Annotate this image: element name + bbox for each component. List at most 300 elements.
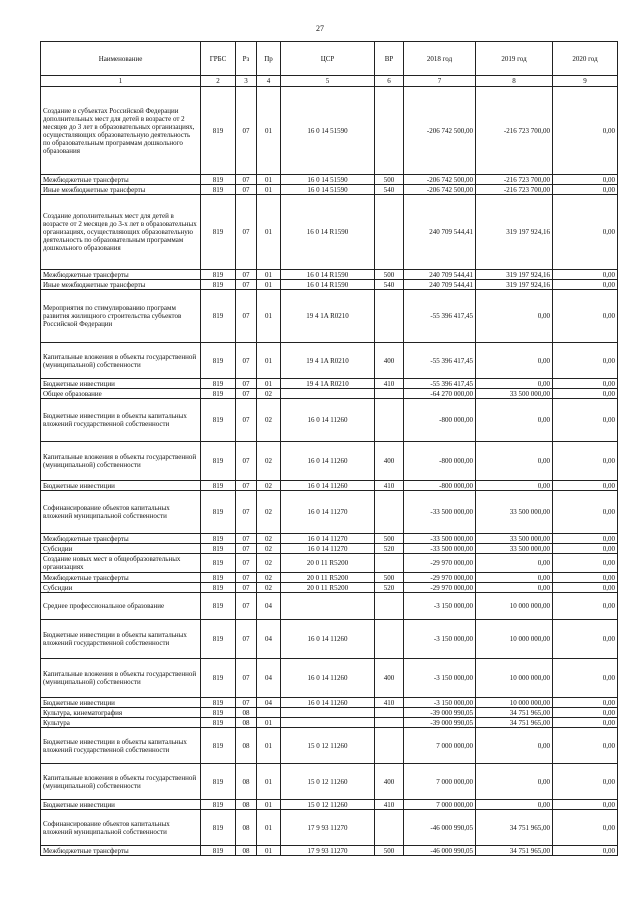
rz-cell: 08 [236, 718, 257, 728]
pr-cell: 01 [257, 195, 281, 270]
csr-cell: 16 0 14 51590 [281, 175, 375, 185]
grbs-cell: 819 [201, 195, 236, 270]
pr-cell: 02 [257, 544, 281, 554]
table-row [41, 195, 618, 270]
col-index-cell: 5 [281, 76, 375, 87]
amount-2018-cell: -3 150 000,00 [404, 620, 476, 659]
vr-cell: 540 [375, 280, 404, 290]
rz-cell: 07 [236, 280, 257, 290]
table-row [41, 389, 618, 399]
table-row [41, 810, 618, 846]
row-name-cell: Субсидии [41, 583, 201, 593]
amount-2020-cell: 0,00 [553, 800, 618, 810]
row-name-cell: Софинансирование объектов капитальных вложений муниципальной собственности [41, 491, 201, 534]
amount-2018-cell: 240 709 544,41 [404, 280, 476, 290]
rz-cell: 07 [236, 593, 257, 620]
row-name-cell: Межбюджетные трансферты [41, 270, 201, 280]
pr-cell: 02 [257, 583, 281, 593]
row-name-cell: Бюджетные инвестиции [41, 698, 201, 708]
page-number: 27 [316, 24, 324, 33]
vr-cell: 400 [375, 659, 404, 698]
pr-cell: 02 [257, 554, 281, 573]
vr-cell: 500 [375, 534, 404, 544]
table-row [41, 659, 618, 698]
rz-cell: 07 [236, 87, 257, 175]
csr-cell: 20 0 11 R5200 [281, 583, 375, 593]
row-name-cell: Бюджетные инвестиции [41, 800, 201, 810]
row-name-cell: Создание в субъектах Российской Федерации дополнительных мест для детей в возрасте от 2 месяцев до 3 лет в образовательных организациях, осуществляющих образовательную деятельность по образовательным программам дошкольного образования [41, 87, 201, 175]
amount-2018-cell: -55 396 417,45 [404, 379, 476, 389]
rz-cell: 07 [236, 399, 257, 442]
pr-cell: 01 [257, 718, 281, 728]
vr-cell: 410 [375, 379, 404, 389]
csr-cell: 17 9 93 11270 [281, 810, 375, 846]
pr-cell: 02 [257, 491, 281, 534]
amount-2020-cell: 0,00 [553, 491, 618, 534]
amount-2019-cell: 0,00 [476, 399, 553, 442]
pr-cell: 01 [257, 175, 281, 185]
amount-2018-cell: 7 000 000,00 [404, 764, 476, 800]
rz-cell: 08 [236, 764, 257, 800]
rz-cell: 07 [236, 659, 257, 698]
amount-2020-cell: 0,00 [553, 343, 618, 379]
vr-cell [375, 290, 404, 343]
csr-cell [281, 708, 375, 718]
amount-2020-cell: 0,00 [553, 554, 618, 573]
vr-cell: 410 [375, 698, 404, 708]
row-name-cell: Межбюджетные трансферты [41, 846, 201, 856]
pr-cell: 01 [257, 270, 281, 280]
csr-cell: 20 0 11 R5200 [281, 554, 375, 573]
pr-cell: 01 [257, 185, 281, 195]
row-name-cell: Среднее профессиональное образование [41, 593, 201, 620]
amount-2018-cell: -206 742 500,00 [404, 87, 476, 175]
vr-cell: 540 [375, 185, 404, 195]
amount-2020-cell: 0,00 [553, 573, 618, 583]
col-header-2020: 2020 год [553, 42, 618, 76]
row-name-cell: Мероприятия по стимулированию программ развития жилищного строительства субъектов Российской Федерации [41, 290, 201, 343]
amount-2019-cell: 34 751 965,00 [476, 846, 553, 856]
grbs-cell: 819 [201, 290, 236, 343]
amount-2019-cell: 10 000 000,00 [476, 593, 553, 620]
amount-2019-cell: 34 751 965,00 [476, 718, 553, 728]
row-name-cell: Культура, кинематография [41, 708, 201, 718]
amount-2019-cell: 0,00 [476, 554, 553, 573]
amount-2018-cell: 7 000 000,00 [404, 800, 476, 810]
row-name-cell: Иные межбюджетные трансферты [41, 185, 201, 195]
row-name-cell: Бюджетные инвестиции в объекты капитальных вложений государственной собственности [41, 399, 201, 442]
grbs-cell: 819 [201, 544, 236, 554]
amount-2018-cell: -3 150 000,00 [404, 698, 476, 708]
row-name-cell: Общее образование [41, 389, 201, 399]
vr-cell [375, 593, 404, 620]
vr-cell: 400 [375, 764, 404, 800]
amount-2019-cell: 0,00 [476, 573, 553, 583]
grbs-cell: 819 [201, 764, 236, 800]
row-name-cell: Межбюджетные трансферты [41, 573, 201, 583]
amount-2020-cell: 0,00 [553, 846, 618, 856]
amount-2018-cell: -800 000,00 [404, 399, 476, 442]
pr-cell: 01 [257, 764, 281, 800]
amount-2018-cell: -33 500 000,00 [404, 544, 476, 554]
col-header-rz: Рз [236, 42, 257, 76]
grbs-cell: 819 [201, 800, 236, 810]
grbs-cell: 819 [201, 698, 236, 708]
grbs-cell: 819 [201, 280, 236, 290]
row-name-cell: Межбюджетные трансферты [41, 534, 201, 544]
amount-2018-cell: -29 970 000,00 [404, 554, 476, 573]
table-row [41, 175, 618, 185]
rz-cell: 08 [236, 708, 257, 718]
csr-cell: 16 0 14 11270 [281, 534, 375, 544]
rz-cell: 07 [236, 481, 257, 491]
rz-cell: 07 [236, 491, 257, 534]
row-name-cell: Софинансирование объектов капитальных вложений муниципальной собственности [41, 810, 201, 846]
csr-cell: 17 9 93 11270 [281, 846, 375, 856]
amount-2019-cell: 0,00 [476, 583, 553, 593]
amount-2018-cell: -29 970 000,00 [404, 583, 476, 593]
vr-cell: 520 [375, 544, 404, 554]
row-name-cell: Межбюджетные трансферты [41, 175, 201, 185]
amount-2020-cell: 0,00 [553, 442, 618, 481]
amount-2019-cell: 10 000 000,00 [476, 620, 553, 659]
rz-cell: 07 [236, 270, 257, 280]
col-header-grbs: ГРБС [201, 42, 236, 76]
row-name-cell: Капитальные вложения в объекты государственной (муниципальной) собственности [41, 442, 201, 481]
amount-2020-cell: 0,00 [553, 593, 618, 620]
rz-cell: 08 [236, 846, 257, 856]
table-row [41, 534, 618, 544]
amount-2020-cell: 0,00 [553, 764, 618, 800]
vr-cell [375, 728, 404, 764]
amount-2018-cell: -800 000,00 [404, 481, 476, 491]
rz-cell: 07 [236, 544, 257, 554]
csr-cell: 16 0 14 51590 [281, 185, 375, 195]
amount-2019-cell: 33 500 000,00 [476, 389, 553, 399]
amount-2018-cell: 7 000 000,00 [404, 728, 476, 764]
amount-2018-cell: -46 000 990,05 [404, 810, 476, 846]
row-name-cell: Культура [41, 718, 201, 728]
col-header-vr: ВР [375, 42, 404, 76]
csr-cell [281, 389, 375, 399]
grbs-cell: 819 [201, 343, 236, 379]
amount-2018-cell: -206 742 500,00 [404, 175, 476, 185]
table-row [41, 290, 618, 343]
amount-2020-cell: 0,00 [553, 728, 618, 764]
amount-2019-cell: 319 197 924,16 [476, 270, 553, 280]
col-header-2018: 2018 год [404, 42, 476, 76]
col-index-cell: 8 [476, 76, 553, 87]
row-name-cell: Бюджетные инвестиции в объекты капитальных вложений государственной собственности [41, 620, 201, 659]
rz-cell: 07 [236, 175, 257, 185]
amount-2018-cell: 240 709 544,41 [404, 270, 476, 280]
vr-cell [375, 491, 404, 534]
grbs-cell: 819 [201, 399, 236, 442]
amount-2019-cell: 33 500 000,00 [476, 544, 553, 554]
grbs-cell: 819 [201, 534, 236, 544]
csr-cell: 19 4 1A R0210 [281, 379, 375, 389]
amount-2019-cell: 33 500 000,00 [476, 491, 553, 534]
amount-2019-cell: 10 000 000,00 [476, 659, 553, 698]
grbs-cell: 819 [201, 708, 236, 718]
vr-cell: 500 [375, 270, 404, 280]
rz-cell: 07 [236, 554, 257, 573]
vr-cell: 500 [375, 846, 404, 856]
grbs-cell: 819 [201, 620, 236, 659]
amount-2018-cell: -46 000 990,05 [404, 846, 476, 856]
row-name-cell: Бюджетные инвестиции в объекты капитальных вложений государственной собственности [41, 728, 201, 764]
vr-cell: 410 [375, 800, 404, 810]
vr-cell: 520 [375, 583, 404, 593]
table-row [41, 800, 618, 810]
amount-2018-cell: -3 150 000,00 [404, 593, 476, 620]
rz-cell: 07 [236, 698, 257, 708]
amount-2019-cell: -216 723 700,00 [476, 87, 553, 175]
csr-cell: 19 4 1A R0210 [281, 290, 375, 343]
row-name-cell: Капитальные вложения в объекты государственной (муниципальной) собственности [41, 764, 201, 800]
col-index-cell: 3 [236, 76, 257, 87]
rz-cell: 08 [236, 728, 257, 764]
csr-cell: 16 0 14 11260 [281, 698, 375, 708]
pr-cell: 02 [257, 573, 281, 583]
grbs-cell: 819 [201, 593, 236, 620]
csr-cell: 16 0 14 11260 [281, 481, 375, 491]
table-row [41, 846, 618, 856]
amount-2020-cell: 0,00 [553, 290, 618, 343]
csr-cell: 16 0 14 11260 [281, 442, 375, 481]
pr-cell: 04 [257, 659, 281, 698]
amount-2018-cell: -39 000 990,05 [404, 708, 476, 718]
pr-cell: 01 [257, 728, 281, 764]
column-index-row [41, 76, 618, 87]
grbs-cell: 819 [201, 728, 236, 764]
table-row [41, 708, 618, 718]
csr-cell: 16 0 14 R1590 [281, 195, 375, 270]
amount-2018-cell: -55 396 417,45 [404, 343, 476, 379]
table-row [41, 573, 618, 583]
grbs-cell: 819 [201, 659, 236, 698]
row-name-cell: Капитальные вложения в объекты государственной (муниципальной) собственности [41, 659, 201, 698]
grbs-cell: 819 [201, 491, 236, 534]
csr-cell: 16 0 14 51590 [281, 87, 375, 175]
rz-cell: 07 [236, 195, 257, 270]
grbs-cell: 819 [201, 481, 236, 491]
amount-2020-cell: 0,00 [553, 481, 618, 491]
vr-cell [375, 718, 404, 728]
vr-cell: 500 [375, 175, 404, 185]
vr-cell [375, 620, 404, 659]
amount-2019-cell: 0,00 [476, 728, 553, 764]
row-name-cell: Бюджетные инвестиции [41, 481, 201, 491]
csr-cell: 16 0 14 11270 [281, 544, 375, 554]
grbs-cell: 819 [201, 389, 236, 399]
amount-2018-cell: -64 270 000,00 [404, 389, 476, 399]
csr-cell [281, 593, 375, 620]
rz-cell: 07 [236, 442, 257, 481]
vr-cell: 400 [375, 343, 404, 379]
amount-2020-cell: 0,00 [553, 583, 618, 593]
header-row [41, 42, 618, 76]
csr-cell: 16 0 14 11270 [281, 491, 375, 534]
col-header-name: Наименование [41, 42, 201, 76]
grbs-cell: 819 [201, 379, 236, 389]
col-header-2019: 2019 год [476, 42, 553, 76]
amount-2019-cell: 319 197 924,16 [476, 280, 553, 290]
csr-cell: 15 0 12 11260 [281, 728, 375, 764]
amount-2020-cell: 0,00 [553, 534, 618, 544]
table-row [41, 593, 618, 620]
amount-2020-cell: 0,00 [553, 810, 618, 846]
table-body [41, 87, 618, 856]
vr-cell [375, 399, 404, 442]
row-name-cell: Иные межбюджетные трансферты [41, 280, 201, 290]
amount-2020-cell: 0,00 [553, 87, 618, 175]
pr-cell: 01 [257, 800, 281, 810]
amount-2019-cell: 0,00 [476, 764, 553, 800]
amount-2019-cell: 0,00 [476, 343, 553, 379]
table-row [41, 583, 618, 593]
grbs-cell: 819 [201, 87, 236, 175]
table-row [41, 764, 618, 800]
pr-cell: 01 [257, 810, 281, 846]
csr-cell: 16 0 14 11260 [281, 399, 375, 442]
vr-cell: 500 [375, 573, 404, 583]
col-header-csr: ЦСР [281, 42, 375, 76]
pr-cell: 04 [257, 620, 281, 659]
rz-cell: 07 [236, 379, 257, 389]
col-index-cell: 2 [201, 76, 236, 87]
budget-table [40, 41, 618, 856]
rz-cell: 07 [236, 534, 257, 544]
vr-cell: 410 [375, 481, 404, 491]
amount-2019-cell: 0,00 [476, 442, 553, 481]
amount-2019-cell: -216 723 700,00 [476, 185, 553, 195]
table-row [41, 620, 618, 659]
table-row [41, 442, 618, 481]
table-row [41, 491, 618, 534]
csr-cell: 16 0 14 R1590 [281, 270, 375, 280]
csr-cell [281, 718, 375, 728]
amount-2018-cell: -206 742 500,00 [404, 185, 476, 195]
rz-cell: 07 [236, 583, 257, 593]
pr-cell: 02 [257, 442, 281, 481]
table-row [41, 728, 618, 764]
pr-cell: 02 [257, 399, 281, 442]
amount-2019-cell: 34 751 965,00 [476, 810, 553, 846]
amount-2020-cell: 0,00 [553, 379, 618, 389]
amount-2020-cell: 0,00 [553, 620, 618, 659]
pr-cell: 02 [257, 481, 281, 491]
amount-2018-cell: -33 500 000,00 [404, 491, 476, 534]
amount-2018-cell: -39 000 990,05 [404, 718, 476, 728]
amount-2019-cell: 0,00 [476, 379, 553, 389]
amount-2018-cell: -29 970 000,00 [404, 573, 476, 583]
amount-2019-cell: 34 751 965,00 [476, 708, 553, 718]
row-name-cell: Бюджетные инвестиции [41, 379, 201, 389]
csr-cell: 19 4 1A R0210 [281, 343, 375, 379]
grbs-cell: 819 [201, 442, 236, 481]
table-row [41, 185, 618, 195]
pr-cell [257, 708, 281, 718]
grbs-cell: 819 [201, 810, 236, 846]
vr-cell [375, 810, 404, 846]
amount-2019-cell: 0,00 [476, 800, 553, 810]
amount-2020-cell: 0,00 [553, 399, 618, 442]
pr-cell: 01 [257, 379, 281, 389]
pr-cell: 01 [257, 87, 281, 175]
vr-cell [375, 87, 404, 175]
amount-2020-cell: 0,00 [553, 175, 618, 185]
amount-2019-cell: -216 723 700,00 [476, 175, 553, 185]
amount-2020-cell: 0,00 [553, 389, 618, 399]
col-index-cell: 7 [404, 76, 476, 87]
grbs-cell: 819 [201, 175, 236, 185]
amount-2019-cell: 319 197 924,16 [476, 195, 553, 270]
pr-cell: 01 [257, 280, 281, 290]
table-row [41, 280, 618, 290]
table-row [41, 544, 618, 554]
col-index-cell: 4 [257, 76, 281, 87]
rz-cell: 07 [236, 620, 257, 659]
row-name-cell: Создание новых мест в общеобразовательных организациях [41, 554, 201, 573]
rz-cell: 07 [236, 343, 257, 379]
amount-2020-cell: 0,00 [553, 195, 618, 270]
amount-2019-cell: 33 500 000,00 [476, 534, 553, 544]
vr-cell [375, 708, 404, 718]
amount-2020-cell: 0,00 [553, 270, 618, 280]
table-row [41, 343, 618, 379]
table-row [41, 399, 618, 442]
amount-2018-cell: -33 500 000,00 [404, 534, 476, 544]
pr-cell: 04 [257, 698, 281, 708]
rz-cell: 08 [236, 810, 257, 846]
row-name-cell: Создание дополнительных мест для детей в возрасте от 2 месяцев до 3-х лет в образовательных организациях, осуществляющих образовательную деятельность по образовательным программам дошкольного образования [41, 195, 201, 270]
vr-cell [375, 554, 404, 573]
amount-2020-cell: 0,00 [553, 698, 618, 708]
rz-cell: 07 [236, 389, 257, 399]
pr-cell: 01 [257, 343, 281, 379]
rz-cell: 07 [236, 290, 257, 343]
vr-cell [375, 389, 404, 399]
col-index-cell: 6 [375, 76, 404, 87]
amount-2020-cell: 0,00 [553, 280, 618, 290]
grbs-cell: 819 [201, 185, 236, 195]
csr-cell: 20 0 11 R5200 [281, 573, 375, 583]
rz-cell: 07 [236, 573, 257, 583]
col-index-cell: 9 [553, 76, 618, 87]
row-name-cell: Капитальные вложения в объекты государственной (муниципальной) собственности [41, 343, 201, 379]
table-row [41, 718, 618, 728]
amount-2020-cell: 0,00 [553, 718, 618, 728]
grbs-cell: 819 [201, 583, 236, 593]
grbs-cell: 819 [201, 554, 236, 573]
table-row [41, 481, 618, 491]
vr-cell: 400 [375, 442, 404, 481]
amount-2019-cell: 0,00 [476, 481, 553, 491]
pr-cell: 04 [257, 593, 281, 620]
amount-2018-cell: 240 709 544,41 [404, 195, 476, 270]
amount-2018-cell: -800 000,00 [404, 442, 476, 481]
amount-2019-cell: 10 000 000,00 [476, 698, 553, 708]
csr-cell: 16 0 14 11260 [281, 620, 375, 659]
pr-cell: 01 [257, 290, 281, 343]
table-row [41, 87, 618, 175]
rz-cell: 08 [236, 800, 257, 810]
table-row [41, 270, 618, 280]
pr-cell: 02 [257, 534, 281, 544]
csr-cell: 15 0 12 11260 [281, 800, 375, 810]
table-row [41, 554, 618, 573]
